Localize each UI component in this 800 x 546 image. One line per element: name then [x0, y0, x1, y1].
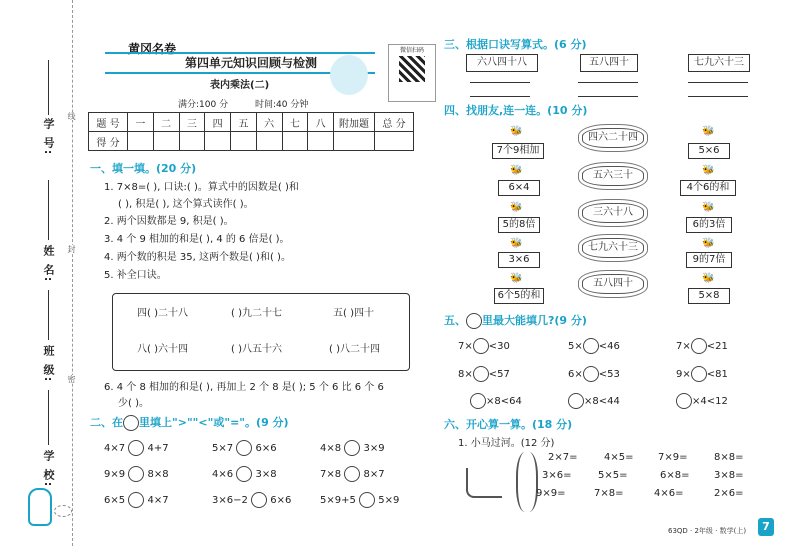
student-id-field[interactable] — [48, 60, 49, 115]
estimate-post: ×4<12 — [692, 396, 728, 407]
scroll-item: ( )九二十七 — [231, 308, 282, 319]
estimate-item — [676, 338, 728, 354]
score-input[interactable] — [256, 132, 282, 151]
estimate-item — [568, 338, 620, 354]
mnemonic-scroll — [112, 293, 410, 371]
match-left[interactable]: 6×4 — [498, 180, 540, 196]
answer-line[interactable] — [688, 82, 748, 83]
cut-mark-line: 线 — [67, 112, 76, 120]
compare-right: 8×8 — [147, 469, 169, 480]
score-cell: 五 — [231, 113, 257, 132]
compare-right: 6×6 — [270, 495, 292, 506]
calc-item[interactable]: 5×5= — [598, 470, 628, 481]
student-school-field[interactable] — [48, 390, 49, 445]
estimate-item — [676, 366, 728, 382]
estimate-item — [458, 338, 510, 354]
compare-right: 3×8 — [255, 469, 277, 480]
match-right[interactable]: 9的7倍 — [686, 252, 732, 268]
estimate-pre: 8× — [458, 369, 473, 380]
compare-row — [104, 466, 169, 482]
compare-blank[interactable] — [251, 492, 267, 508]
bee-icon: 🐝 — [510, 202, 523, 213]
section-5-title — [444, 312, 587, 329]
calc-item[interactable]: 3×8= — [714, 470, 744, 481]
estimate-item — [458, 366, 510, 382]
calc-item[interactable]: 4×6= — [654, 488, 684, 499]
score-input[interactable] — [334, 132, 375, 151]
compare-blank[interactable] — [128, 492, 144, 508]
estimate-post: <30 — [488, 341, 510, 352]
mascot-icon — [28, 488, 52, 526]
score-row-label: 得 分 — [89, 132, 128, 151]
estimate-blank[interactable] — [691, 338, 707, 354]
q6-line1: 6. 4 个 8 相加的和是( ), 再加上 2 个 8 是( ); 5 个 6 比 6 个 6 — [104, 382, 384, 393]
match-middle[interactable]: 七九六十三 — [582, 238, 644, 258]
score-cell: 题 号 — [89, 113, 128, 132]
calc-item[interactable]: 4×5= — [604, 452, 634, 463]
compare-blank[interactable] — [344, 466, 360, 482]
q4-line: 4. 两个数的积是 35, 这两个数是( )和( )。 — [104, 252, 291, 263]
page-subtitle: 表内乘法(二) — [210, 80, 270, 91]
score-cell: 七 — [282, 113, 308, 132]
estimate-post: ×8<44 — [584, 396, 620, 407]
q1-line2: ( ), 积是( ), 这个算式读作( )。 — [118, 199, 254, 210]
student-school-label: 学 校: — [42, 450, 55, 489]
compare-row — [320, 466, 385, 482]
score-input[interactable] — [153, 132, 179, 151]
student-name-field[interactable] — [48, 180, 49, 240]
scroll-item: 四( )二十八 — [137, 308, 188, 319]
compare-blank[interactable] — [344, 440, 360, 456]
answer-line[interactable] — [688, 96, 748, 97]
estimate-post: <53 — [598, 369, 620, 380]
q1-line1: 1. 7×8=( ), 口诀:( )。算式中的因数是( )和 — [104, 182, 299, 193]
score-cell: 六 — [256, 113, 282, 132]
student-id-label: 学 号: — [42, 118, 55, 157]
calc-item[interactable]: 8×8= — [714, 452, 744, 463]
compare-right: 6×6 — [255, 443, 277, 454]
estimate-pre: 9× — [676, 369, 691, 380]
match-right[interactable]: 5×8 — [688, 288, 730, 304]
section-6-title: 六、开心算一算。(18 分) — [444, 418, 573, 431]
river-icon — [516, 452, 538, 512]
footer-code: 63QD · 2年级 · 数学(上) — [668, 527, 747, 535]
compare-row — [320, 492, 399, 508]
estimate-pre: 7× — [676, 341, 691, 352]
scroll-item: 八( )六十四 — [137, 344, 188, 355]
subquestion-1: 1. 小马过河。(12 分) — [458, 438, 555, 449]
bee-icon: 🐝 — [510, 165, 523, 176]
calc-item[interactable]: 6×8= — [660, 470, 690, 481]
compare-row — [320, 440, 385, 456]
match-middle[interactable]: 三六十八 — [582, 203, 644, 223]
score-input[interactable] — [282, 132, 308, 151]
compare-left: 6×5 — [104, 495, 126, 506]
answer-line[interactable] — [470, 82, 530, 83]
score-input[interactable] — [231, 132, 257, 151]
estimate-item — [470, 393, 522, 409]
student-class-label: 班 级: — [42, 345, 55, 384]
match-middle[interactable]: 四六二十四 — [582, 128, 644, 148]
estimate-item — [568, 366, 620, 382]
cut-mark-secret: 密 — [67, 375, 76, 383]
compare-row — [104, 492, 169, 508]
score-value-row — [89, 132, 414, 151]
score-table — [88, 112, 414, 151]
compare-blank[interactable] — [359, 492, 375, 508]
match-right[interactable]: 6的3倍 — [686, 217, 732, 233]
estimate-blank[interactable] — [473, 366, 489, 382]
q2-line: 2. 两个因数都是 9, 积是( )。 — [104, 216, 234, 227]
mnemonic-box: 七九六十三 — [688, 54, 750, 72]
estimate-pre: 7× — [458, 341, 473, 352]
compare-left: 5×9+5 — [320, 495, 356, 506]
qr-icon — [399, 56, 425, 82]
apple-icon — [466, 313, 482, 329]
section-2-suffix: 里填上">""<"或"="。(9 分) — [139, 416, 289, 429]
compare-left: 9×9 — [104, 469, 126, 480]
compare-grid — [104, 440, 424, 515]
compare-right: 4+7 — [147, 443, 169, 454]
q5-line: 5. 补全口诀。 — [104, 270, 167, 281]
estimate-post: <46 — [598, 341, 620, 352]
compare-row — [212, 440, 277, 456]
mnemonic-box: 六八四十八 — [466, 54, 538, 72]
scroll-item: ( )八二十四 — [329, 344, 380, 355]
estimate-pre: 6× — [568, 369, 583, 380]
calc-item[interactable]: 2×7= — [548, 452, 578, 463]
bee-icon: 🐝 — [702, 165, 715, 176]
estimate-item — [676, 393, 728, 409]
page-number: 7 — [758, 518, 774, 536]
compare-right: 8×7 — [363, 469, 385, 480]
qr-caption: 微信扫码 — [399, 47, 424, 54]
bee-icon: 🐝 — [510, 238, 523, 249]
calc-grid — [536, 452, 778, 512]
score-input[interactable] — [205, 132, 231, 151]
estimate-blank[interactable] — [676, 393, 692, 409]
estimate-blank[interactable] — [473, 338, 489, 354]
match-middle[interactable]: 五六三十 — [582, 166, 644, 186]
compare-left: 3×6−2 — [212, 495, 248, 506]
answer-line[interactable] — [578, 82, 638, 83]
rabbit-icon — [330, 55, 368, 95]
compare-blank[interactable] — [128, 466, 144, 482]
score-header-row — [89, 113, 414, 132]
compare-right: 4×7 — [147, 495, 169, 506]
score-cell: 二 — [153, 113, 179, 132]
calc-item[interactable]: 7×8= — [594, 488, 624, 499]
estimate-post: ×8<64 — [486, 396, 522, 407]
calc-item[interactable]: 7×9= — [658, 452, 688, 463]
compare-row — [104, 440, 169, 456]
match-left[interactable]: 7个9相加 — [492, 143, 544, 159]
score-input[interactable] — [375, 132, 414, 151]
score-cell: 八 — [308, 113, 334, 132]
calc-item[interactable]: 3×6= — [542, 470, 572, 481]
match-right[interactable]: 5×6 — [688, 143, 730, 159]
compare-left: 4×7 — [104, 443, 126, 454]
section-5-prefix: 五、 — [444, 314, 466, 327]
match-right[interactable]: 4个6的和 — [680, 180, 736, 196]
estimate-blank[interactable] — [691, 366, 707, 382]
compare-blank[interactable] — [128, 440, 144, 456]
horse-icon — [466, 468, 502, 498]
brand-text: 黄冈名卷 — [128, 42, 177, 56]
estimate-blank[interactable] — [583, 366, 599, 382]
score-input[interactable] — [308, 132, 334, 151]
compare-row — [212, 492, 291, 508]
score-cell: 四 — [205, 113, 231, 132]
answer-line[interactable] — [578, 96, 638, 97]
calc-item[interactable]: 9×9= — [536, 488, 566, 499]
bee-icon: 🐝 — [702, 126, 715, 137]
estimate-pre: 5× — [568, 341, 583, 352]
match-middle[interactable]: 五八四十 — [582, 274, 644, 294]
bee-icon: 🐝 — [702, 273, 715, 284]
estimate-post: <57 — [488, 369, 510, 380]
estimate-post: <81 — [706, 369, 728, 380]
bee-icon: 🐝 — [510, 273, 523, 284]
estimate-item — [568, 393, 620, 409]
compare-row — [212, 466, 277, 482]
calc-item[interactable]: 2×6= — [714, 488, 744, 499]
compare-blank[interactable] — [236, 440, 252, 456]
student-name-label: 姓 名: — [42, 245, 55, 284]
score-input[interactable] — [128, 132, 154, 151]
compare-left: 5×7 — [212, 443, 234, 454]
compare-left: 4×8 — [320, 443, 342, 454]
estimate-blank[interactable] — [583, 338, 599, 354]
qr-code[interactable] — [388, 44, 436, 102]
section-5-suffix: 里最大能填几?(9 分) — [482, 314, 587, 327]
estimate-blank[interactable] — [568, 393, 584, 409]
time-limit: 时间:40 分钟 — [255, 100, 309, 110]
match-left[interactable]: 6个5的和 — [494, 288, 544, 304]
bee-icon: 🐝 — [702, 238, 715, 249]
scroll-item: 五( )四十 — [333, 308, 374, 319]
match-left[interactable]: 3×6 — [498, 252, 540, 268]
full-score: 满分:100 分 — [178, 100, 229, 110]
match-left[interactable]: 5的8倍 — [498, 217, 540, 233]
bee-icon: 🐝 — [510, 126, 523, 137]
score-cell: 总 分 — [375, 113, 414, 132]
scroll-item: ( )八五十六 — [231, 344, 282, 355]
shell-icon — [123, 415, 139, 431]
score-cell: 三 — [179, 113, 205, 132]
score-input[interactable] — [179, 132, 205, 151]
section-2-prefix: 二、在 — [90, 416, 123, 429]
score-cell: 附加题 — [334, 113, 375, 132]
estimate-post: <21 — [706, 341, 728, 352]
compare-left: 4×6 — [212, 469, 234, 480]
q3-line: 3. 4 个 9 相加的和是( ), 4 的 6 倍是( )。 — [104, 234, 290, 245]
section-3-title: 三、根据口诀写算式。(6 分) — [444, 38, 587, 51]
pencil-icon — [54, 505, 72, 517]
bee-icon: 🐝 — [702, 202, 715, 213]
compare-left: 7×8 — [320, 469, 342, 480]
section-4-title: 四、找朋友,连一连。(10 分) — [444, 104, 588, 117]
compare-right: 3×9 — [363, 443, 385, 454]
answer-line[interactable] — [470, 96, 530, 97]
cut-line — [72, 0, 73, 546]
compare-right: 5×9 — [378, 495, 400, 506]
q6-line2: 少( )。 — [118, 398, 149, 409]
estimate-blank[interactable] — [470, 393, 486, 409]
mnemonic-box: 五八四十 — [580, 54, 638, 72]
section-1-title: 一、填一填。(20 分) — [90, 162, 197, 175]
score-cell: 一 — [128, 113, 154, 132]
cut-mark-seal: 封 — [67, 245, 76, 253]
page-title: 第四单元知识回顾与检测 — [185, 56, 318, 70]
section-2-title — [90, 414, 289, 431]
compare-blank[interactable] — [236, 466, 252, 482]
student-class-field[interactable] — [48, 290, 49, 340]
